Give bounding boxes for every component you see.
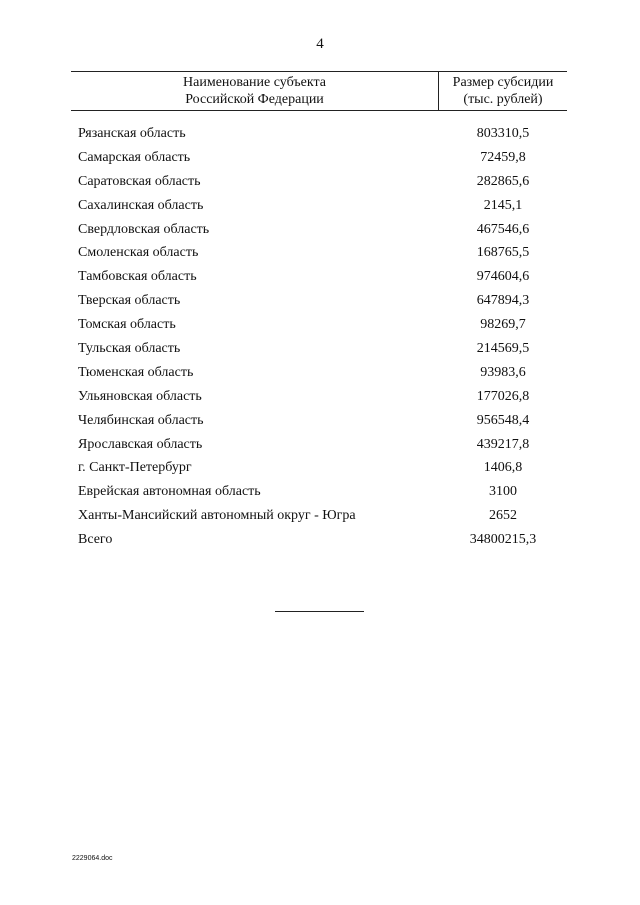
subsidy-amount: 177026,8	[476, 388, 530, 404]
region-name: Тульская область	[78, 341, 181, 357]
region-name: Рязанская область	[78, 126, 186, 141]
table-row	[71, 506, 567, 530]
subsidy-amount: 467546,6	[476, 221, 530, 237]
table-row	[71, 148, 567, 172]
table-row	[71, 458, 567, 482]
region-name: Самарская область	[78, 149, 191, 165]
subsidy-amount: 93983,6	[480, 364, 526, 380]
header-region-line1: Наименование субъекта	[183, 75, 326, 90]
end-of-document-line	[275, 611, 364, 612]
region-name: г. Санкт-Петербург	[78, 460, 192, 476]
region-name: Тверская область	[78, 293, 181, 309]
region-name: Ульяновская область	[78, 388, 202, 404]
subsidy-amount: 439217,8	[476, 436, 530, 452]
header-amount-line2: (тыс. рублей)	[463, 92, 543, 107]
region-name: Тюменская область	[78, 364, 194, 380]
table-row	[71, 196, 567, 220]
region-name: Смоленская область	[78, 245, 199, 261]
table-row	[71, 291, 567, 315]
table-row	[71, 482, 567, 506]
subsidy-amount: 3100	[489, 484, 517, 500]
table-row	[71, 363, 567, 387]
subsidy-amount: 72459,8	[480, 149, 526, 165]
region-name: Всего	[78, 532, 113, 548]
table-row	[71, 172, 567, 196]
subsidy-amount: 647894,3	[476, 293, 530, 309]
table-header	[71, 71, 567, 111]
region-name: Ярославская область	[78, 436, 203, 452]
header-region-line2: Российской Федерации	[185, 92, 324, 107]
table-row	[71, 530, 567, 554]
table-row	[71, 267, 567, 291]
document-file-id: 2229064.doc	[72, 855, 113, 862]
header-region-name	[71, 74, 438, 108]
subsidy-amount: 98269,7	[480, 317, 526, 333]
table-row	[71, 220, 567, 244]
header-subsidy-amount	[439, 74, 567, 108]
subsidy-amount: 2145,1	[483, 197, 523, 213]
region-name: Тамбовская область	[78, 269, 197, 285]
table-row	[71, 435, 567, 459]
table-body	[71, 124, 567, 554]
subsidy-amount: 168765,5	[476, 245, 530, 261]
region-name: Челябинская область	[78, 412, 204, 428]
table-row	[71, 339, 567, 363]
table-row	[71, 387, 567, 411]
page-number: 4	[316, 36, 324, 52]
subsidy-amount: 34800215,3	[469, 532, 537, 548]
subsidy-table	[71, 71, 567, 548]
region-name: Саратовская область	[78, 173, 201, 189]
subsidy-amount: 803310,5	[476, 126, 530, 141]
header-amount-line1: Размер субсидии	[452, 75, 554, 90]
subsidy-amount: 1406,8	[483, 460, 523, 476]
subsidy-amount: 974604,6	[476, 269, 530, 285]
subsidy-amount: 956548,4	[476, 412, 530, 428]
table-row	[71, 315, 567, 339]
subsidy-amount: 282865,6	[476, 173, 530, 189]
subsidy-amount: 2652	[489, 508, 517, 524]
region-name: Томская область	[78, 317, 176, 333]
region-name: Еврейская автономная область	[78, 484, 261, 500]
table-row	[71, 124, 567, 148]
region-name: Свердловская область	[78, 221, 210, 237]
region-name: Сахалинская область	[78, 197, 204, 213]
region-name: Ханты-Мансийский автономный округ - Югра	[78, 508, 356, 524]
subsidy-amount: 214569,5	[476, 341, 530, 357]
table-row	[71, 243, 567, 267]
table-row	[71, 411, 567, 435]
